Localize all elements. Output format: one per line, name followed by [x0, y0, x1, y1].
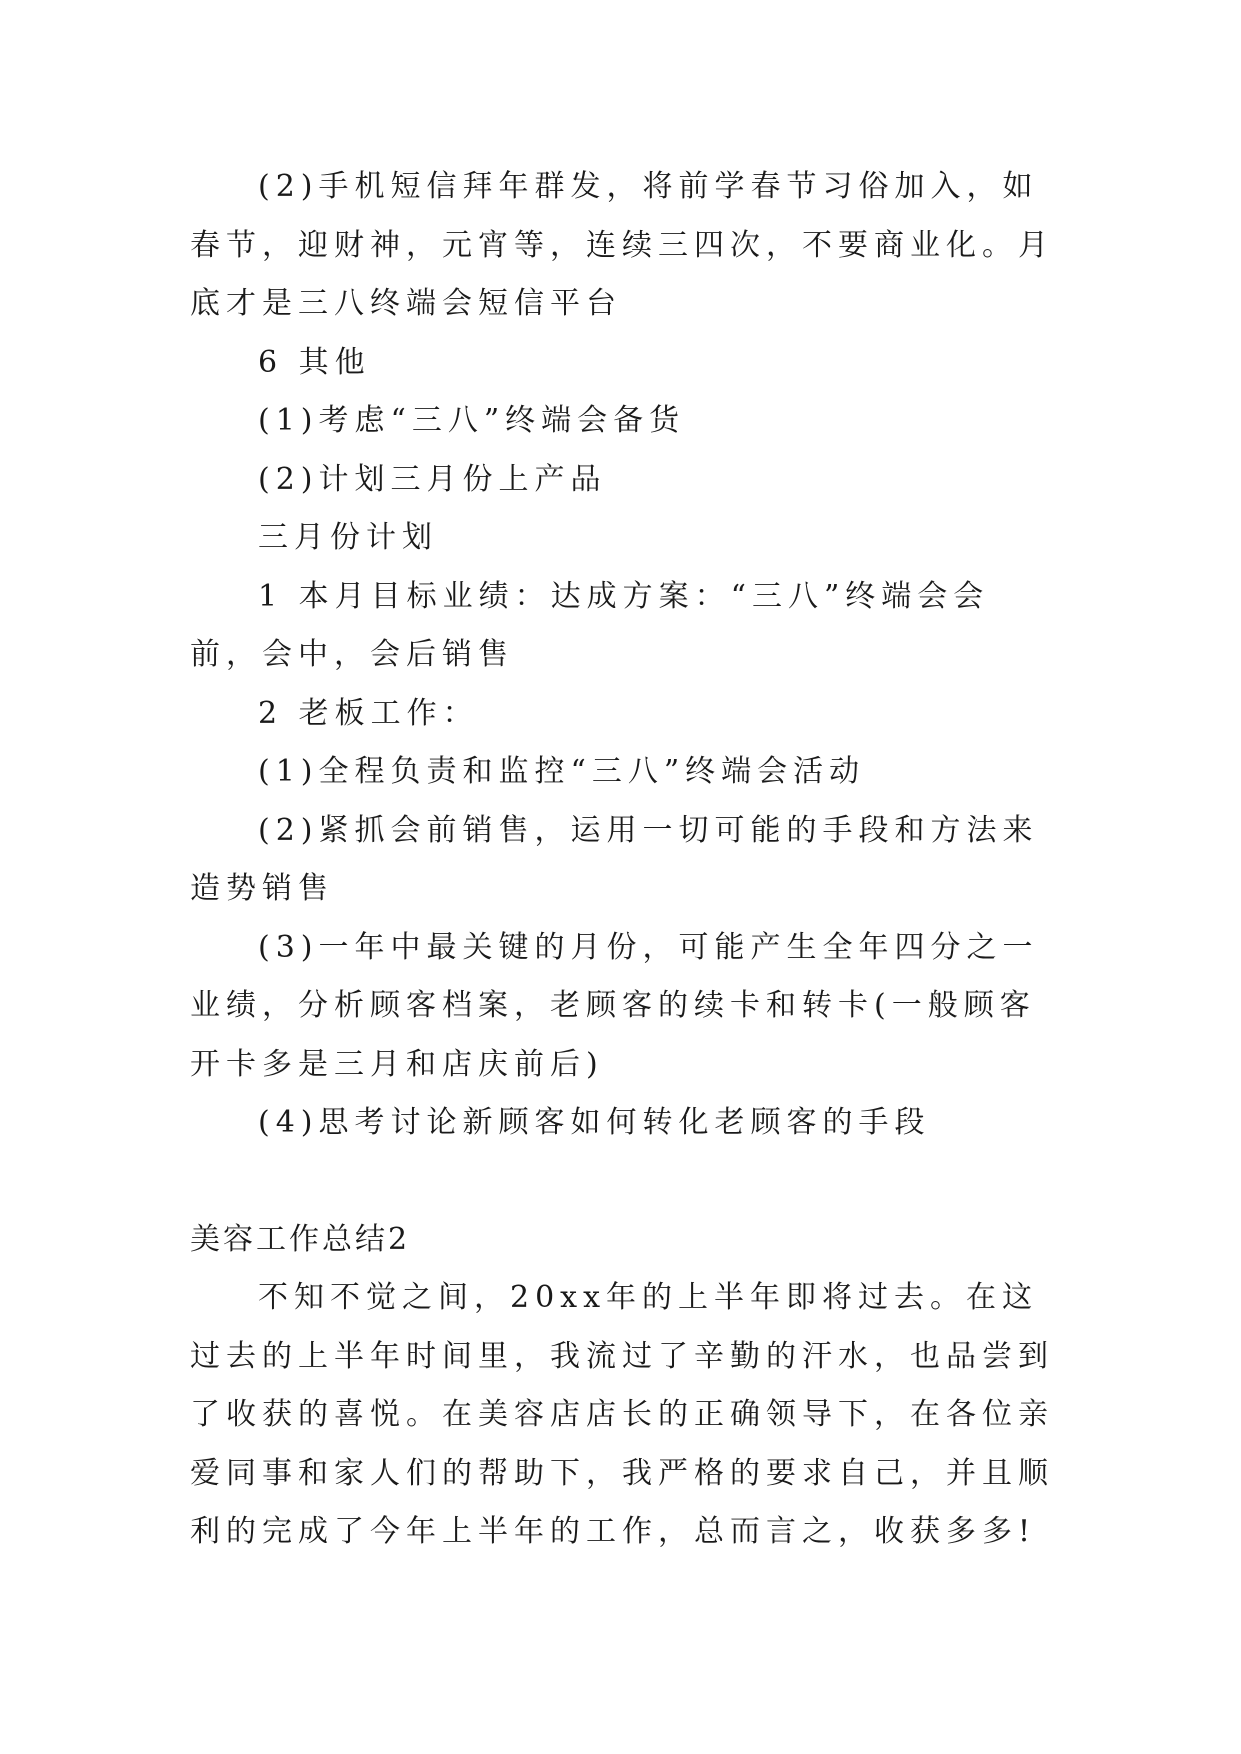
paragraph-march-plan-heading: 三月份计划	[258, 520, 438, 555]
paragraph-boss-work: 2 老板工作：	[258, 695, 479, 731]
paragraph-convert-customers: (4)思考讨论新顾客如何转化老顾客的手段	[258, 1105, 931, 1140]
paragraph-other-heading: 6 其他	[258, 344, 371, 380]
paragraph-key-month: (3)一年中最关键的月份，可能产生全年四分之一业绩，分析顾客档案，老顾客的续卡和转卡(一般顾客开卡多是三月和店庆前后)	[190, 929, 1039, 1082]
summary-section	[190, 1211, 1060, 1562]
document-body	[190, 158, 1060, 1562]
paragraph-march-products: (2)计划三月份上产品	[258, 461, 607, 497]
paragraph-presales: (2)紧抓会前销售，运用一切可能的手段和方法来造势销售	[190, 812, 1039, 906]
paragraph-monthly-target: 1 本月目标业绩：达成方案：“三八”终端会会前，会中，会后销售	[190, 578, 990, 672]
paragraph-monitor-event: (1)全程负责和监控“三八”终端会活动	[258, 754, 866, 789]
section-title: 美容工作总结2	[190, 1221, 411, 1257]
paragraph-sms-greeting: (2)手机短信拜年群发，将前学春节习俗加入，如春节，迎财神，元宵等，连续三四次，不要商业化。月底才是三八终端会短信平台	[190, 169, 1054, 321]
paragraph-half-year-summary: 不知不觉之间，20xx年的上半年即将过去。在这过去的上半年时间里，我流过了辛勤的汗水，也品尝到了收获的喜悦。在美容店店长的正确领导下，在各位亲爱同事和家人们的帮助下，我严格的要求自己，并且顺利的完成了今年上半年的工作，总而言之，收获多多!	[190, 1280, 1054, 1549]
plan-section	[190, 158, 1060, 1153]
paragraph-stock-prep: (1)考虑“三八”终端会备货	[258, 403, 686, 438]
